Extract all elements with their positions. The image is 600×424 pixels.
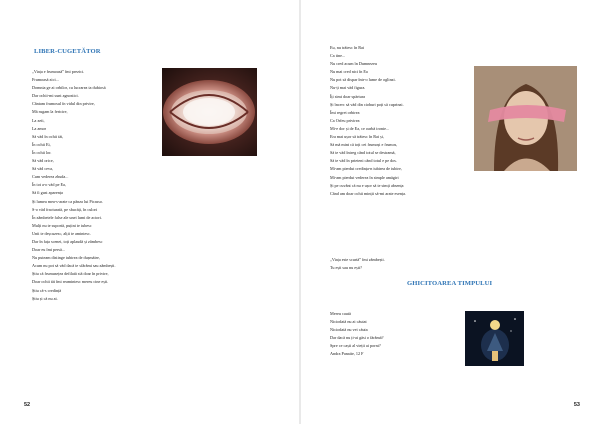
poem-line: Andra Panaite, 12 F bbox=[330, 351, 364, 357]
poem-line: Mă rugam la fericire, bbox=[32, 109, 68, 115]
poem-line: Să văd orice, bbox=[32, 158, 54, 164]
poem-line: Dar ochii-mi sunt agnostici. bbox=[32, 93, 79, 99]
poem-line: În ochii Ei, bbox=[32, 141, 51, 147]
poem-line: Mi-e dor și de Ea, ce oarbă ironie... bbox=[330, 125, 390, 131]
poem-line: Îți simt doar spărtura bbox=[330, 93, 366, 99]
poem-line: Știu că frumusețea defilată stă doar în privire, bbox=[32, 271, 109, 277]
poem-line: S-o văd fracturată, pe sbucăți, în culori bbox=[32, 206, 98, 212]
poem-line: Mereu caută bbox=[330, 311, 351, 316]
poem-line: Știu și că nu ai. bbox=[32, 295, 58, 301]
poem-line: Dar în fața scenei, toți aplaudă și zâmbesc bbox=[32, 238, 103, 244]
poem-line: Dar dacă nu ți-ai găsi o fărâmă? bbox=[330, 335, 384, 341]
poem-line: Spre ce caști al vieții ai porni? bbox=[330, 343, 381, 349]
poem-line: Să te văd în prieteni când totul e pe dos. bbox=[330, 158, 397, 164]
page-number-right: 53 bbox=[573, 402, 580, 408]
poem-line: Nu-ți mai văd figura. bbox=[330, 85, 366, 91]
poem-line: Frumoasă zici... bbox=[32, 77, 59, 83]
poem-line: În tot a-o văd pe Ea, bbox=[32, 182, 66, 188]
poem-line: Mulți nu te suportă, puțini te iubesc bbox=[32, 222, 92, 228]
poem-line: La amor bbox=[32, 125, 47, 131]
poem-line: Mi-am pierdut credința-n iubirea de iubire, bbox=[330, 166, 402, 172]
left-page bbox=[0, 0, 299, 424]
poem-line: „Viața e frumoasă” îmi prezici. bbox=[32, 69, 85, 74]
poem-line: Să văd în ochii tăi, bbox=[32, 133, 64, 139]
right-page bbox=[301, 0, 600, 424]
poem-line: Și lumea mea-s-arate ca pânza lui Picasso. bbox=[32, 198, 104, 204]
poem-line: Doar ochii tăi îmi reamintesc mereu cine ești. bbox=[32, 279, 109, 285]
poem-line: Unii te deșcuzesc, alții te amintesc. bbox=[32, 230, 91, 236]
poem-line: Și încerc să văd din cioburi poți să cuprinzi. bbox=[330, 101, 404, 107]
poem-line: „Viața este scurtă” îmi zâmbești. bbox=[330, 257, 385, 262]
poem-line: În ochii lor. bbox=[32, 149, 52, 155]
poem-line: Mi-am pierdut vederea în simple amăgiri bbox=[330, 174, 399, 180]
eye-illustration bbox=[162, 68, 257, 156]
portrait-illustration bbox=[474, 66, 577, 171]
poem-line: Nu puteam distinge iubirea de dușmăire, bbox=[32, 255, 100, 261]
poem-title-liber-cugetator: LIBER-CUGETĂTOR bbox=[34, 48, 101, 55]
poem-line: La zeii, bbox=[32, 117, 45, 123]
poem-line: Să îi gust aparența bbox=[32, 190, 63, 196]
poem-line: Îmi regret orbirea bbox=[330, 109, 360, 115]
poem-title-ghicitoarea-timpului: GHICITOAREA TIMPULUI bbox=[407, 280, 493, 287]
poem-line: Niciodată nu ai căutat bbox=[330, 319, 367, 325]
night-scene-illustration bbox=[465, 311, 524, 366]
poem-body-right bbox=[330, 44, 406, 198]
poem-line: Nu pot să dispar într-o lume de oglinzi. bbox=[330, 77, 396, 83]
page-number-left: 52 bbox=[24, 402, 31, 408]
poem-line: Doar eu îmi persă... bbox=[32, 247, 66, 253]
poem-line: Niciodată nu vei căuta bbox=[330, 327, 368, 333]
poem-line: Eu, nu trăiesc în Rai bbox=[330, 45, 365, 50]
poem-line: Nu cred acum în Dumnezeu bbox=[330, 61, 377, 67]
poem-line: Știu că-s credință bbox=[32, 287, 62, 293]
poem-line: Ca tine... bbox=[330, 53, 346, 59]
poem-line: Cântam frumosul în vidul din privire, bbox=[32, 101, 95, 107]
poem-body-left bbox=[32, 68, 116, 303]
poem-line: Și pe cuvânt că nu e ușor să te simți absența bbox=[330, 182, 404, 188]
poem-line: Să văd ceva, bbox=[32, 166, 54, 172]
poem-line: Tu ești sau nu ești? bbox=[330, 265, 362, 271]
poem-body-ghicitoarea bbox=[330, 310, 383, 359]
poem-line: Să mă mint că toți cei frumoși e frumos, bbox=[330, 142, 398, 148]
poem-line: În zâmbetele false ale unei lumi de actori. bbox=[32, 214, 102, 220]
poem-line: Nu mai cred nici în Ea bbox=[330, 69, 368, 75]
poem-line: Să te văd întreg când totul se destramă, bbox=[330, 150, 396, 156]
poem-line: Ca Orfeu privirea bbox=[330, 117, 360, 123]
poem-line: Cum vederea zbuda... bbox=[32, 174, 69, 180]
poem-line: Era mai ușor să trăiesc în Rai și, bbox=[330, 134, 384, 140]
poem-line: Domnia ge ai orbilor, cu lucrarea ta dubiosă bbox=[32, 85, 106, 91]
poem-line: Acum nu pot să văd dacă te sfârâmi sau zâmbești. bbox=[32, 263, 116, 269]
closing-quote bbox=[330, 256, 385, 272]
poem-line: Când am doar ochii minții să-mi arate esența. bbox=[330, 190, 407, 196]
